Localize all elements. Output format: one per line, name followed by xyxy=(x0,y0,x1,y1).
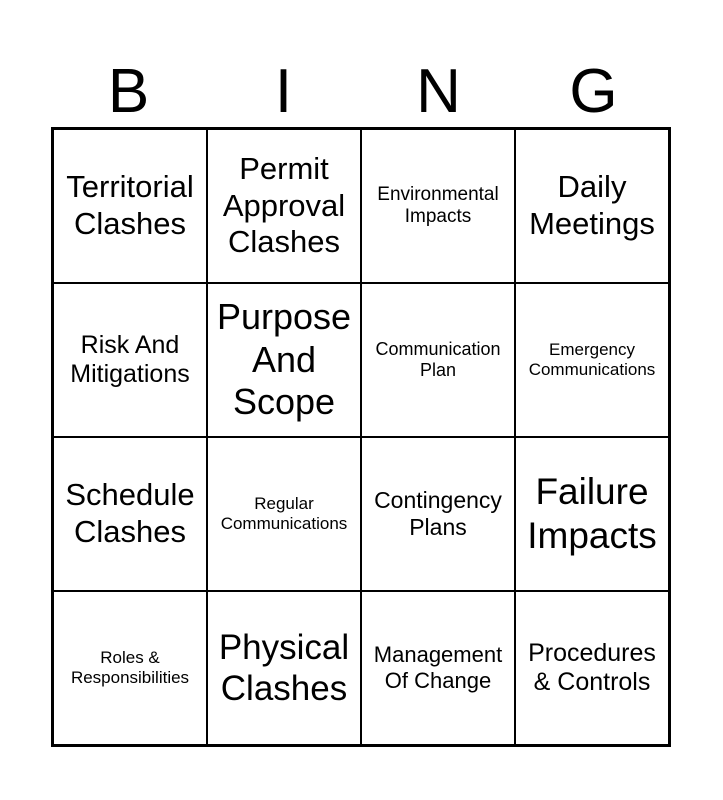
header-letter-b: B xyxy=(107,57,150,126)
bingo-cell-text: Contingency Plans xyxy=(374,486,502,540)
bingo-cell-text: Management Of Change xyxy=(373,642,503,693)
bingo-cell[interactable] xyxy=(207,591,361,745)
header-letter-n: N xyxy=(416,57,461,126)
bingo-header xyxy=(51,56,671,128)
bingo-cell[interactable] xyxy=(53,283,207,437)
bingo-cell-text: Purpose And Scope xyxy=(216,296,352,423)
bingo-cell[interactable] xyxy=(515,129,669,283)
bingo-cell[interactable] xyxy=(207,129,361,283)
bingo-card-grid xyxy=(51,127,671,747)
bingo-cell[interactable] xyxy=(207,437,361,591)
bingo-cell-text: Procedures & Controls xyxy=(528,638,656,696)
bingo-cell[interactable] xyxy=(207,283,361,437)
bingo-cell-text: Failure Impacts xyxy=(527,471,657,556)
bingo-cell-text: Daily Meetings xyxy=(529,169,655,241)
bingo-cell-text: Emergency Communications xyxy=(528,339,656,379)
bingo-cell-text: Risk And Mitigations xyxy=(70,330,190,388)
bingo-cell[interactable] xyxy=(361,437,515,591)
bingo-cell[interactable] xyxy=(361,591,515,745)
bingo-cell-text: Communication Plan xyxy=(375,338,501,380)
bingo-cell[interactable] xyxy=(53,437,207,591)
bingo-cell[interactable] xyxy=(515,591,669,745)
bingo-cell[interactable] xyxy=(361,283,515,437)
header-letter-g: G xyxy=(569,57,618,126)
bingo-cell-text: Permit Approval Clashes xyxy=(222,151,346,260)
bingo-cell-text: Physical Clashes xyxy=(218,627,350,708)
bingo-cell-text: Roles & Responsibilities xyxy=(70,647,190,687)
bingo-cell[interactable] xyxy=(515,437,669,591)
bingo-cell-text: Regular Communications xyxy=(220,493,348,533)
bingo-cell-text: Territorial Clashes xyxy=(66,169,194,241)
bingo-cell[interactable] xyxy=(53,591,207,745)
bingo-cell[interactable] xyxy=(53,129,207,283)
bingo-cell-text: Environmental Impacts xyxy=(377,183,499,227)
bingo-cell[interactable] xyxy=(361,129,515,283)
header-letter-i: I xyxy=(274,57,293,126)
bingo-cell[interactable] xyxy=(515,283,669,437)
bingo-cell-text: Schedule Clashes xyxy=(65,477,195,549)
